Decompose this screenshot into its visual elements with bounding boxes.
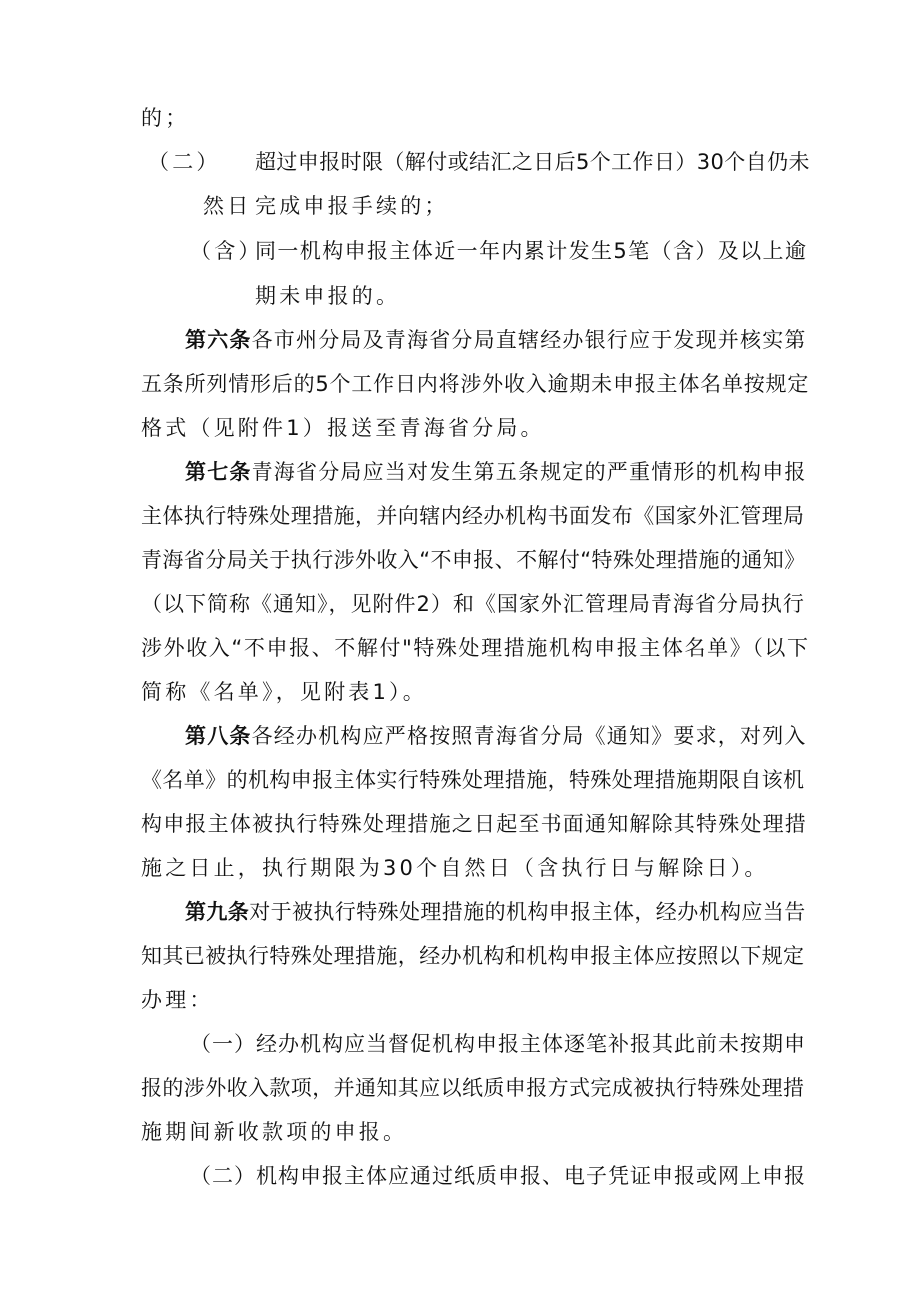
article-7-line1 (185, 458, 807, 486)
clause-1-line1: （一）经办机构应当督促机构申报主体逐笔补报其此前未按期申 (190, 1032, 806, 1056)
article-7-line1-text: 青海省分局应当对发生第五条规定的严重情形的机构申报 (251, 460, 807, 484)
article-6-line1-text: 各市州分局及青海省分局直辖经办银行应于发现并核实第 (251, 328, 807, 352)
fragment-top: 的； (141, 106, 190, 130)
item-2-label: （二） (148, 150, 221, 174)
item-3-line2: 期未申报的。 (255, 284, 401, 308)
article-7-line2: 主体执行特殊处理措施，并向辖内经办机构书面发布《国家外汇管理局 (141, 504, 805, 528)
article-9-line2: 知其已被执行特殊处理措施，经办机构和机构申报主体应按照以下规定 (141, 944, 805, 968)
item-2-line1: 超过申报时限（解付或结汇之日后5个工作日）30个自仍未 (255, 150, 810, 174)
article-9-line1 (185, 898, 806, 926)
clause-1-line2: 报的涉外收入款项，并通知其应以纸质申报方式完成被执行特殊处理措 (141, 1076, 805, 1100)
article-8-line2: 《名单》的机构申报主体实行特殊处理措施，特殊处理措施期限自该机 (141, 768, 805, 792)
article-8-line1 (185, 722, 807, 750)
article-7-line4: （以下简称《通知》，见附件2）和《国家外汇管理局青海省分局执行 (141, 592, 805, 616)
article-9-line1-text: 对于被执行特殊处理措施的机构申报主体，经办机构应当告 (249, 900, 806, 924)
article-7-title: 第七条 (185, 460, 252, 484)
article-6-line2: 五条所列情形后的5个工作日内将涉外收入逾期未申报主体名单按规定 (141, 372, 810, 396)
item-3-line1: 同一机构申报主体近一年内累计发生5笔（含）及以上逾 (255, 239, 808, 263)
article-9-line3: 办理： (141, 988, 214, 1012)
article-8-line4: 施之日止，执行期限为30个自然日（含执行日与解除日）。 (141, 856, 769, 880)
article-6-line3: 格式（见附件1）报送至青海省分局。 (141, 416, 545, 440)
article-9-title: 第九条 (185, 900, 250, 924)
article-6-title: 第六条 (185, 328, 252, 352)
article-6-line1 (185, 326, 807, 354)
article-7-line5: 涉外收入“不申报、不解付"特殊处理措施机构申报主体名单》（以下 (141, 636, 810, 660)
clause-1-line3: 施期间新收款项的申报。 (141, 1120, 408, 1144)
item-3-label: （含） (190, 239, 263, 263)
item-2-line2-pre: 然日 (203, 194, 252, 218)
article-8-title: 第八条 (185, 724, 252, 748)
article-7-line6: 简称《名单》，见附表1）。 (141, 680, 427, 704)
article-8-line1-text: 各经办机构应严格按照青海省分局《通知》要求，对列入 (251, 724, 807, 748)
item-2-line2: 完成申报手续的； (255, 194, 449, 218)
article-8-line3: 构申报主体被执行特殊处理措施之日起至书面通知解除其特殊处理措 (141, 812, 807, 836)
clause-2-line1: （二）机构申报主体应通过纸质申报、电子凭证申报或网上申报 (190, 1164, 806, 1188)
article-7-line3: 青海省分局关于执行涉外收入“不申报、不解付“特殊处理措施的通知》 (141, 548, 806, 572)
